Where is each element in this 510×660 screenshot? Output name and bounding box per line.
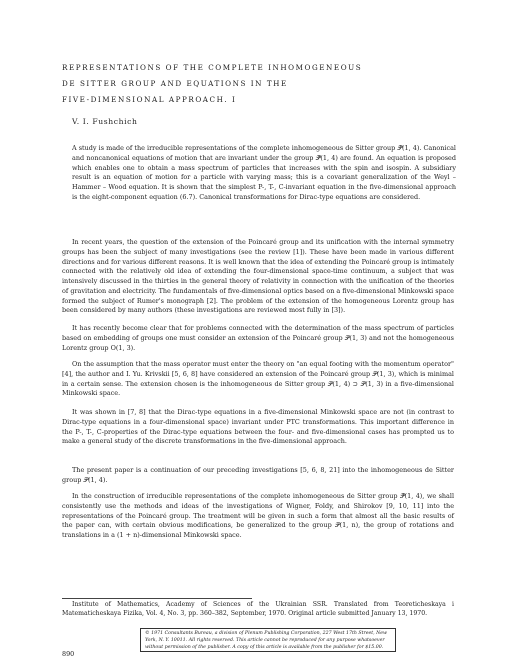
article-title-line-2: DE SITTER GROUP AND EQUATIONS IN THE [62, 79, 288, 88]
article-title-line-1: REPRESENTATIONS OF THE COMPLETE INHOMOGENEOUS [62, 63, 363, 72]
article-title-line-3: FIVE-DIMENSIONAL APPROACH. I [62, 95, 237, 104]
body-paragraph-3: On the assumption that the mass operator must enter the theory on "an equal footing with the momentum operator" [4], the author and I. Yu. Krivskii [5, 6, 8] have considered an extension of the Poincaré group 𝒫(1, 3), which is minimal in a certain sense. The extension chosen is the inhomogeneous de Sitter group 𝒫(1, 4) ⊃ 𝒫(1, 3) in a five-dimensional Minkowski space. [62, 360, 454, 398]
body-paragraph-5: The present paper is a continuation of our preceding investigations [5, 6, 8, 21] into the inhomogeneous de Sitter group 𝒫(1, 4). [62, 466, 454, 484]
page-number: 890 [62, 650, 75, 658]
footnote-divider [62, 598, 252, 599]
body-paragraph-2: It has recently become clear that for problems connected with the determination of the mass spectrum of particles based on embedding of groups one must consider an extension of the Poincaré group 𝒫(1, 3) and not the homogeneous Lorentz group O(1, 3). [62, 324, 454, 352]
body-paragraph-6: In the construction of irreducible representations of the complete inhomogeneous de Sitter group 𝒫̃(1, 4), we shall consistently use the methods and ideas of the investigations of Wigner, Foldy, and Shirokov [9, 10, 11] into the representations of the Poincaré group. The treatment will be given in such a form that almost all the basic results of the paper can, with certain obvious modifications, be generalized to the group 𝒫(1, n), the group of rotations and translations in a (1 + n)-dimensional Minkowski space. [62, 492, 454, 539]
footnote-affiliation: Institute of Mathematics, Academy of Sciences of the Ukrainian SSR. Translated from Teoreticheskaya i Matematicheskaya Fizika, Vol. 4, No. 3, pp. 360–382, September, 1970. Original article submitted January 13, 1970. [62, 601, 454, 617]
copyright-notice: © 1971 Consultants Bureau, a division of Plenum Publishing Corporation, 227 West 17th Street, New York, N. Y. 10011. All rights reserved. This article cannot be reproduced for any purpose whatsoever without permission of the publisher. A copy of this article is available from the publisher for $15.00. [140, 628, 396, 652]
abstract: A study is made of the irreducible representations of the complete inhomogeneous de Sitter group 𝒫̃(1, 4). Canonical and noncanonical equations of motion that are invariant under the group 𝒫̃(1, 4) are found. An equation is proposed which enables one to obtain a mass spectrum of particles that increases with the spin and isospin. A subsidiary result is an equation of motion for a particle with varying mass; this is a covariant generalization of the Weyl – Hammer – Wood equation. It is shown that the simplest P-, T-, C-invariant equation in the five-dimensional approach is the eight-component equation (6.7). Canonical transformations for Dirac-type equations are considered. [72, 144, 456, 201]
body-paragraph-1: In recent years, the question of the extension of the Poincaré group and its unification with the internal symmetry groups has been the subject of many investigations (see the review [1]). These have been made in various different directions and for various different reasons. It is well known that the idea of extending the Poincaré group is intimately connected with the relatively old idea of extending the four-dimensional space-time continuum, a subject that was intensively discussed in the thirties in the general theory of relativity in connection with the unification of the theories of gravitation and electricity. The fundamentals of five-dimensional optics based on a five-dimensional Minkowski space formed the subject of Rumer's monograph [2]. The problem of the extension of the homogeneous Lorentz group has been considered by many authors (these investigations are reviewed most fully in [3]). [62, 238, 454, 315]
author-name: V. I. Fushchich [72, 117, 138, 126]
body-paragraph-4: It was shown in [7, 8] that the Dirac-type equations in a five-dimensional Minkowski space are not (in contrast to Dirac-type equations in a four-dimensional space) invariant under PTC transformations. This important difference in the P-, T-, C-properties of the Dirac-type equations between the four- and five-dimensional cases has prompted us to make a general study of the discrete transformations in the five-dimensional approach. [62, 408, 454, 446]
